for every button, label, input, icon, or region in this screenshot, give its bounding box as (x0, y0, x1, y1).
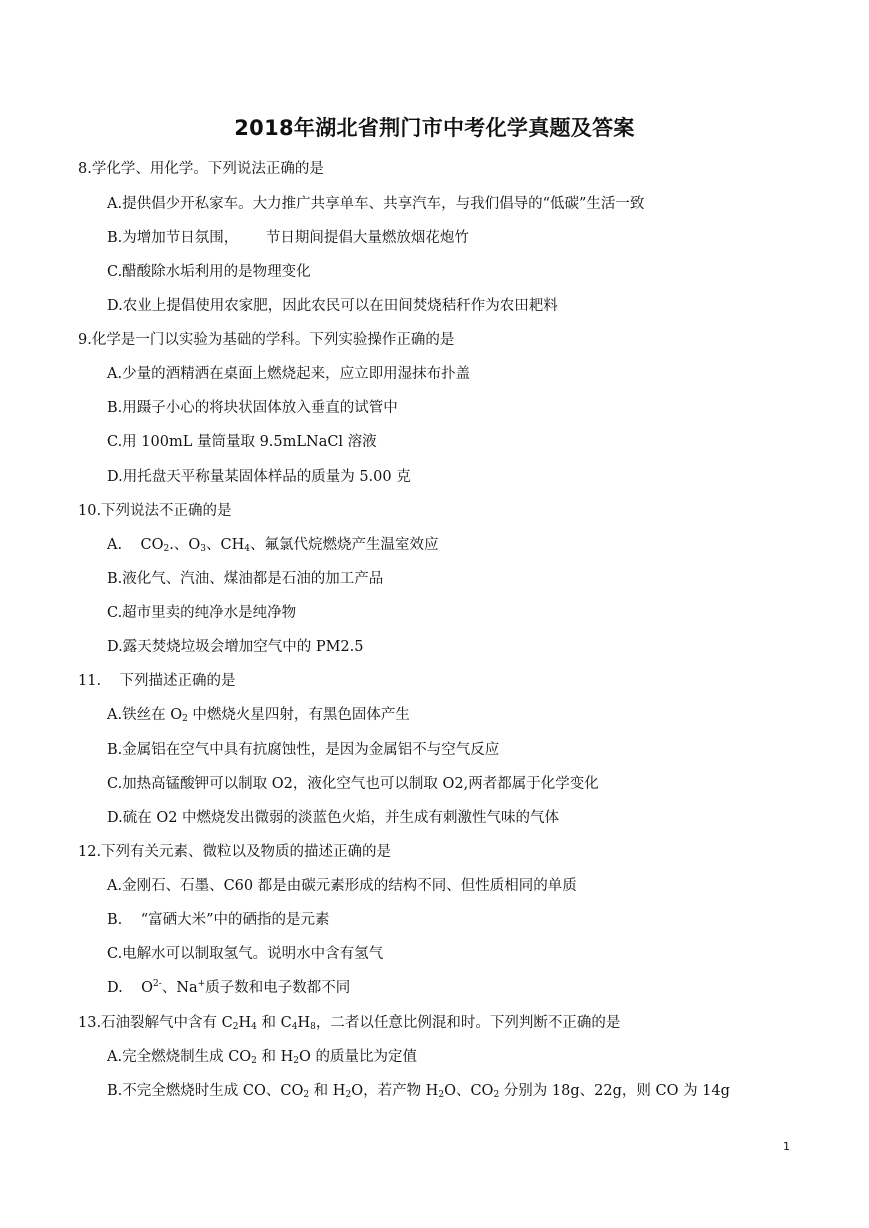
question-13-stem: 13.石油裂解气中含有 $C_2H_4$ 和 $C_4H_8$，二者以任意比例混和时。下列判断不正确的是 (78, 1015, 621, 1032)
question-8-option-b: B.为增加节日氛围， 节日期间提倡大量燃放烟花炮竹 (107, 230, 469, 246)
question-11-option-c: C.加热高锰酸钾可以制取 O2，液化空气也可以制取 O2,两者都属于化学变化 (107, 776, 599, 792)
question-13-option-a: A.完全燃烧制生成 $CO_2$ 和 $H_2O$ 的质量比为定值 (107, 1049, 418, 1066)
question-11-option-d: D.硫在 O2 中燃烧发出微弱的淡蓝色火焰，并生成有刺激性气味的气体 (107, 810, 560, 826)
page-number: 1 (783, 1140, 790, 1153)
question-11-stem: 11. 下列描述正确的是 (78, 673, 236, 689)
question-10-option-d: D.露天焚烧垃圾会增加空气中的 PM2.5 (107, 639, 364, 655)
question-12-option-d: D. $O^{2-}$、Na+质子数和电子数都不同 (107, 979, 351, 996)
question-9-option-d: D.用托盘天平称量某固体样品的质量为 5.00 克 (107, 469, 411, 485)
question-8-option-d: D.农业上提倡使用农家肥，因此农民可以在田间焚烧秸秆作为农田耙料 (107, 298, 558, 314)
question-9-option-c: C.用 100mL 量筒量取 9.5mLNaCl 溶液 (107, 434, 377, 450)
question-9-option-b: B.用蹑子小心的将块状固体放入垂直的试管中 (107, 400, 398, 416)
question-8-stem: 8.学化学、用化学。下列说法正确的是 (78, 161, 324, 177)
question-9-stem: 9.化学是一门以实验为基础的学科。下列实验操作正确的是 (78, 332, 455, 348)
question-10-option-c: C.超市里卖的纯净水是纯净物 (107, 605, 297, 621)
question-12-option-c: C.电解水可以制取氢气。说明水中含有氢气 (107, 946, 384, 962)
question-10-option-a: A. $CO_2$.、$O_3$、$CH_4$、氟氯代烷燃烧产生温室效应 (107, 537, 439, 554)
question-12-stem: 12.下列有关元素、微粒以及物质的描述正确的是 (78, 844, 392, 860)
question-9-option-a: A.少量的酒精洒在桌面上燃烧起来，应立即用湿抹布扑盖 (107, 366, 471, 382)
document-title: 2018年湖北省荆门市中考化学真题及答案 (234, 116, 635, 140)
question-10-option-b: B.液化气、汽油、煤油都是石油的加工产品 (107, 571, 384, 587)
question-12-option-a: A.金刚石、石墨、C60 都是由碳元素形成的结构不同、但性质相同的单质 (107, 878, 577, 894)
question-13-option-b: B.不完全燃烧时生成 CO、$CO_2$ 和 $H_2O$，若产物 $H_2O$、$CO_2$ 分别为 18g、22g，则 CO 为 14g (107, 1083, 730, 1100)
question-8-option-a: A.提供倡少开私家车。大力推广共享单车、共享汽车，与我们倡导的“低碳”生活一致 (107, 196, 645, 212)
question-10-stem: 10.下列说法不正确的是 (78, 503, 232, 519)
question-8-option-c: C.醋酸除水垢利用的是物理变化 (107, 264, 311, 280)
question-12-option-b: B. “富硒大米”中的硒指的是元素 (107, 912, 330, 928)
question-11-option-a: A.铁丝在 $O_2$ 中燃烧火星四射，有黑色固体产生 (107, 707, 410, 724)
question-11-option-b: B.金属铝在空气中具有抗腐蚀性，是因为金属铝不与空气反应 (107, 742, 500, 758)
